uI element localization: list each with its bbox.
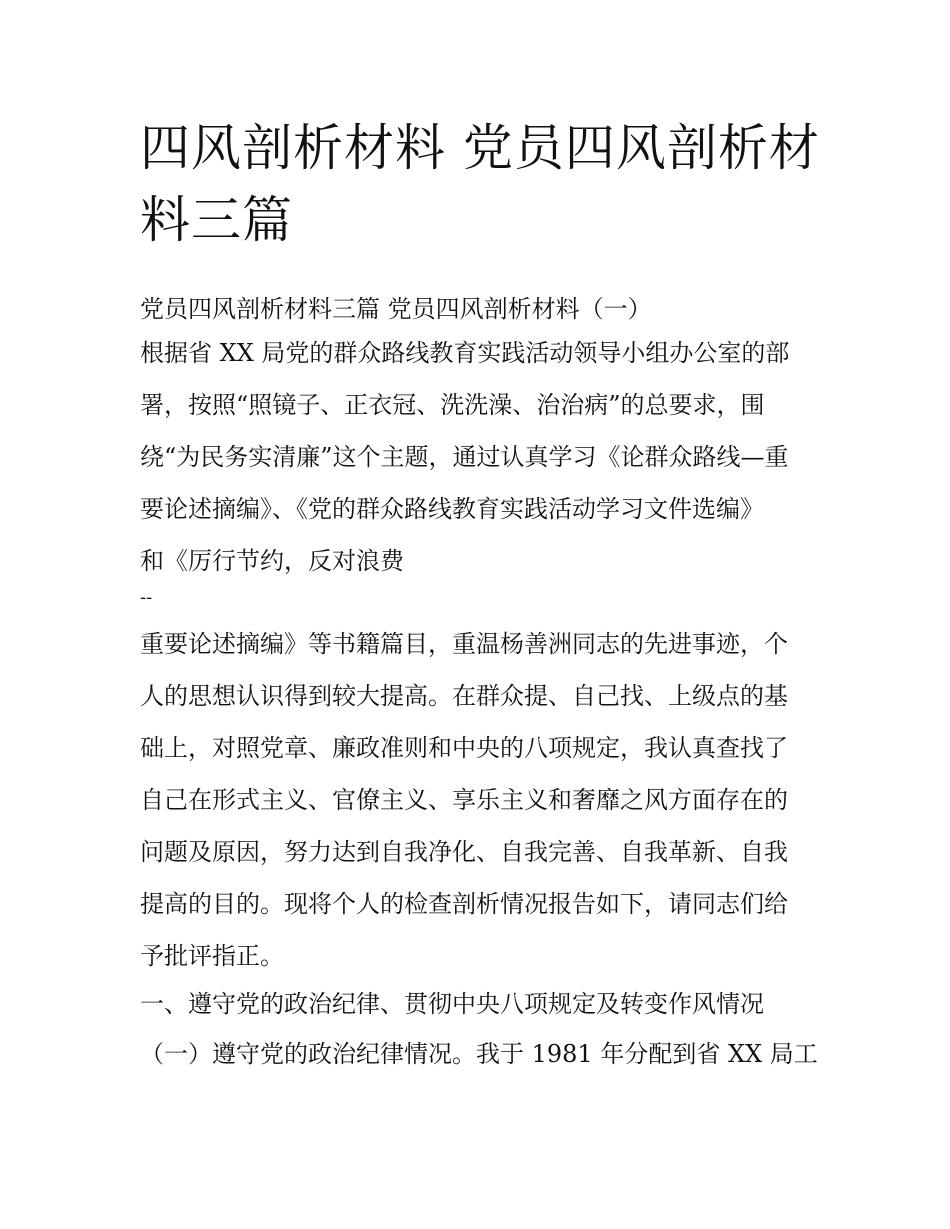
paragraph-2-line: 础上，对照党章、廉政准则和中央的八项规定，我认真查找了 bbox=[140, 734, 788, 762]
title-line-2: 料三篇 bbox=[140, 191, 293, 249]
document-subtitle: 党员四风剖析材料三篇 党员四风剖析材料（一） bbox=[140, 295, 652, 323]
paragraph-1 bbox=[140, 327, 820, 587]
paragraph-2-line: 人的思想认识得到较大提高。在群众提、自己找、上级点的基 bbox=[140, 682, 788, 710]
paragraph-2-line: 问题及原因，努力达到自我净化、自我完善、自我革新、自我 bbox=[140, 838, 788, 866]
paragraph-2-line: 自己在形式主义、官僚主义、享乐主义和奢靡之风方面存在的 bbox=[140, 786, 788, 814]
paragraph-1-line: 绕“为民务实清廉”这个主题，通过认真学习《论群众路线—重 bbox=[140, 443, 789, 471]
paragraph-2 bbox=[140, 618, 820, 982]
paragraph-1-line: 署，按照“照镜子、正衣冠、洗洗澡、治治病”的总要求，围 bbox=[140, 391, 765, 419]
title-line-1: 四风剖析材料 党员四风剖析材 bbox=[140, 119, 820, 177]
section-heading-1: 一、遵守党的政治纪律、贯彻中央八项规定及转变作风情况 bbox=[140, 990, 764, 1018]
paragraph-2-line: 提高的目的。现将个人的检查剖析情况报告如下，请同志们给 bbox=[140, 890, 788, 918]
page-separator: -- bbox=[140, 587, 153, 608]
paragraph-3: （一）遵守党的政治纪律情况。我于 1981 年分配到省 XX 局工 bbox=[140, 1040, 818, 1068]
document-title bbox=[140, 112, 820, 256]
paragraph-1-line: 和《厉行节约，反对浪费 bbox=[140, 547, 404, 575]
paragraph-1-line: 要论述摘编》、《党的群众路线教育实践活动学习文件选编》 bbox=[140, 495, 764, 523]
paragraph-2-line: 重要论述摘编》等书籍篇目，重温杨善洲同志的先进事迹，个 bbox=[140, 630, 788, 658]
paragraph-2-line: 予批评指正。 bbox=[140, 942, 284, 970]
paragraph-1-line: 根据省 XX 局党的群众路线教育实践活动领导小组办公室的部 bbox=[140, 339, 790, 367]
